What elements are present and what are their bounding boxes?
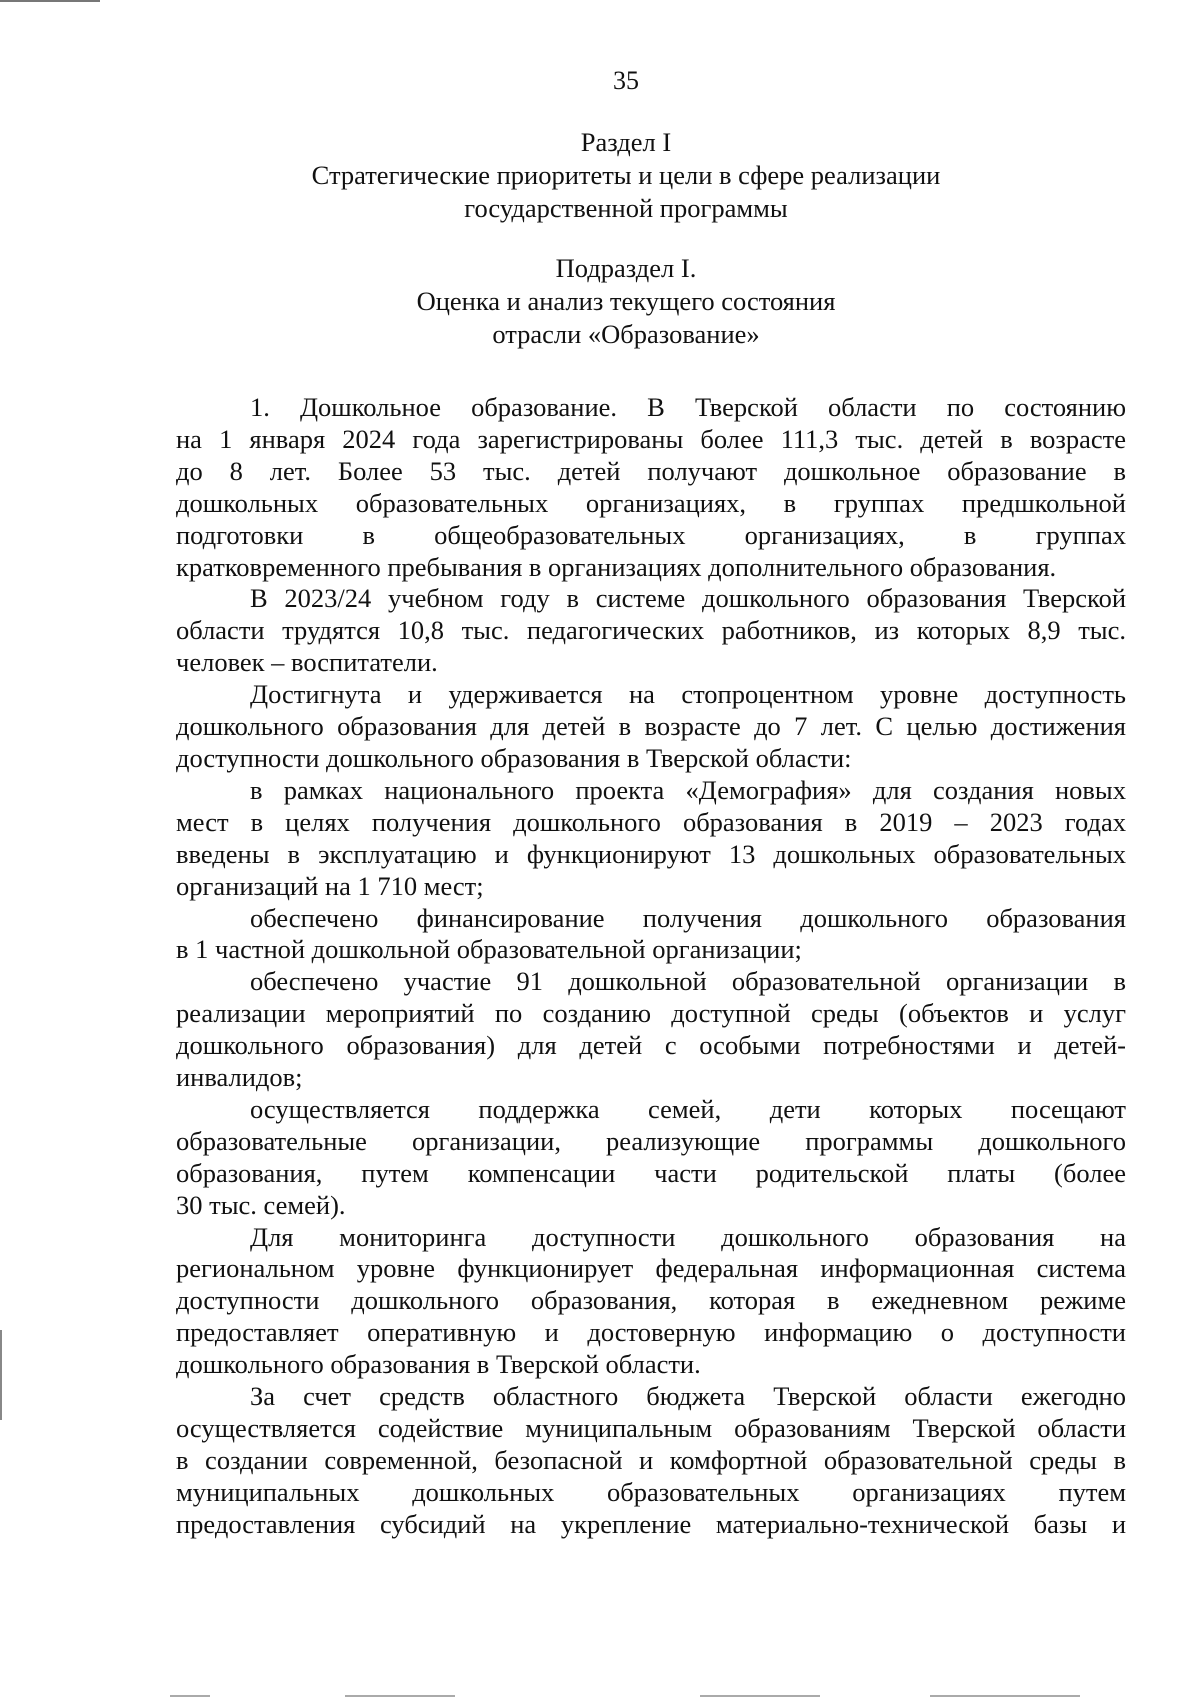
- paragraph-line: дошкольного образования) для детей с особыми потребностями и детей-: [176, 1030, 1126, 1061]
- body-text: [176, 392, 1126, 1541]
- paragraph: [176, 966, 1126, 1094]
- paragraph-line: 30 тыс. семей).: [176, 1189, 346, 1220]
- paragraph-line: человек – воспитатели.: [176, 647, 438, 678]
- scan-artifact-bottom: [700, 1695, 820, 1697]
- paragraph: [176, 1222, 1126, 1382]
- subsection-heading: [0, 252, 1200, 351]
- paragraph-line: области трудятся 10,8 тыс. педагогических работников, из которых 8,9 тыс.: [176, 615, 1126, 646]
- page-number: 35: [613, 66, 639, 95]
- section-heading: [0, 126, 1200, 225]
- paragraph-line: 1. Дошкольное образование. В Тверской области по состоянию: [250, 392, 1126, 422]
- paragraph-line: региональном уровне функционирует федеральная информационная система: [176, 1253, 1126, 1284]
- paragraph: [176, 903, 1126, 967]
- scan-artifact-bottom: [930, 1695, 1080, 1697]
- paragraph-line: предоставления субсидий на укрепление материально-технической базы и: [176, 1508, 1126, 1539]
- paragraph-line: Для мониторинга доступности дошкольного образования на: [250, 1221, 1126, 1252]
- paragraph-line: доступности дошкольного образования в Тверской области:: [176, 742, 852, 773]
- paragraph-line: организаций на 1 710 мест;: [176, 870, 484, 901]
- paragraph-line: реализации мероприятий по созданию доступной среды (объектов и услуг: [176, 998, 1126, 1029]
- paragraph: [176, 1381, 1126, 1541]
- paragraph-line: на 1 января 2024 года зарегистрированы более 111,3 тыс. детей в возрасте: [176, 423, 1126, 454]
- section-subtitle-line-2: государственной программы: [464, 193, 788, 223]
- paragraph: [176, 679, 1126, 775]
- subsection-title: Подраздел I.: [555, 253, 697, 283]
- paragraph-line: подготовки в общеобразовательных организациях, в группах: [176, 519, 1126, 550]
- paragraph-line: введены в эксплуатацию и функционируют 13 дошкольных образовательных: [176, 838, 1126, 869]
- section-subtitle-line-1: Стратегические приоритеты и цели в сфере реализации: [311, 160, 941, 190]
- paragraph-line: обеспечено финансирование получения дошкольного образования: [250, 902, 1126, 933]
- paragraph-line: в 1 частной дошкольной образовательной организации;: [176, 934, 802, 965]
- scan-artifact-bottom: [170, 1695, 210, 1697]
- scan-artifact-left-edge: [0, 1330, 2, 1420]
- paragraph: [176, 1094, 1126, 1222]
- paragraph-line: кратковременного пребывания в организациях дополнительного образования.: [176, 551, 1057, 582]
- paragraph-line: муниципальных дошкольных образовательных организациях путем: [176, 1476, 1126, 1507]
- paragraph: [176, 583, 1126, 679]
- paragraph-line: образования, путем компенсации части родительской платы (более: [176, 1157, 1126, 1188]
- scan-artifact-bottom: [345, 1695, 455, 1697]
- paragraph-line: осуществляется содействие муниципальным образованиям Тверской области: [176, 1413, 1126, 1443]
- paragraph-line: мест в целях получения дошкольного образования в 2019 – 2023 годах: [176, 806, 1126, 837]
- paragraph-line: предоставляет оперативную и достоверную информацию о доступности: [176, 1317, 1126, 1348]
- paragraph-line: За счет средств областного бюджета Тверской области ежегодно: [250, 1381, 1126, 1412]
- paragraph: [176, 775, 1126, 903]
- paragraph-line: инвалидов;: [176, 1062, 303, 1093]
- subsection-subtitle-line-1: Оценка и анализ текущего состояния: [416, 286, 836, 316]
- paragraph-line: доступности дошкольного образования, которая в ежедневном режиме: [176, 1285, 1126, 1316]
- subsection-subtitle-line-2: отрасли «Образование»: [492, 319, 760, 349]
- paragraph-line: обеспечено участие 91 дошкольной образовательной организации в: [250, 966, 1126, 997]
- section-title: Раздел I: [580, 127, 672, 157]
- paragraph-line: осуществляется поддержка семей, дети которых посещают: [250, 1093, 1126, 1124]
- paragraph-line: дошкольного образования в Тверской области.: [176, 1349, 701, 1380]
- paragraph-line: в создании современной, безопасной и комфортной образовательной среды в: [176, 1444, 1126, 1475]
- paragraph-line: дошкольных образовательных организациях, в группах предшкольной: [176, 487, 1126, 518]
- paragraph-line: образовательные организации, реализующие программы дошкольного: [176, 1125, 1126, 1156]
- paragraph-line: в рамках национального проекта «Демография» для создания новых: [250, 774, 1126, 805]
- paragraph-line: до 8 лет. Более 53 тыс. детей получают дошкольное образование в: [176, 455, 1126, 486]
- paragraph-line: Достигнута и удерживается на стопроцентном уровне доступность: [250, 679, 1126, 710]
- scan-artifact-top: [0, 0, 100, 2]
- paragraph-line: В 2023/24 учебном году в системе дошкольного образования Тверской: [250, 583, 1126, 614]
- paragraph: [176, 392, 1126, 583]
- paragraph-line: дошкольного образования для детей в возрасте до 7 лет. С целью достижения: [176, 711, 1126, 742]
